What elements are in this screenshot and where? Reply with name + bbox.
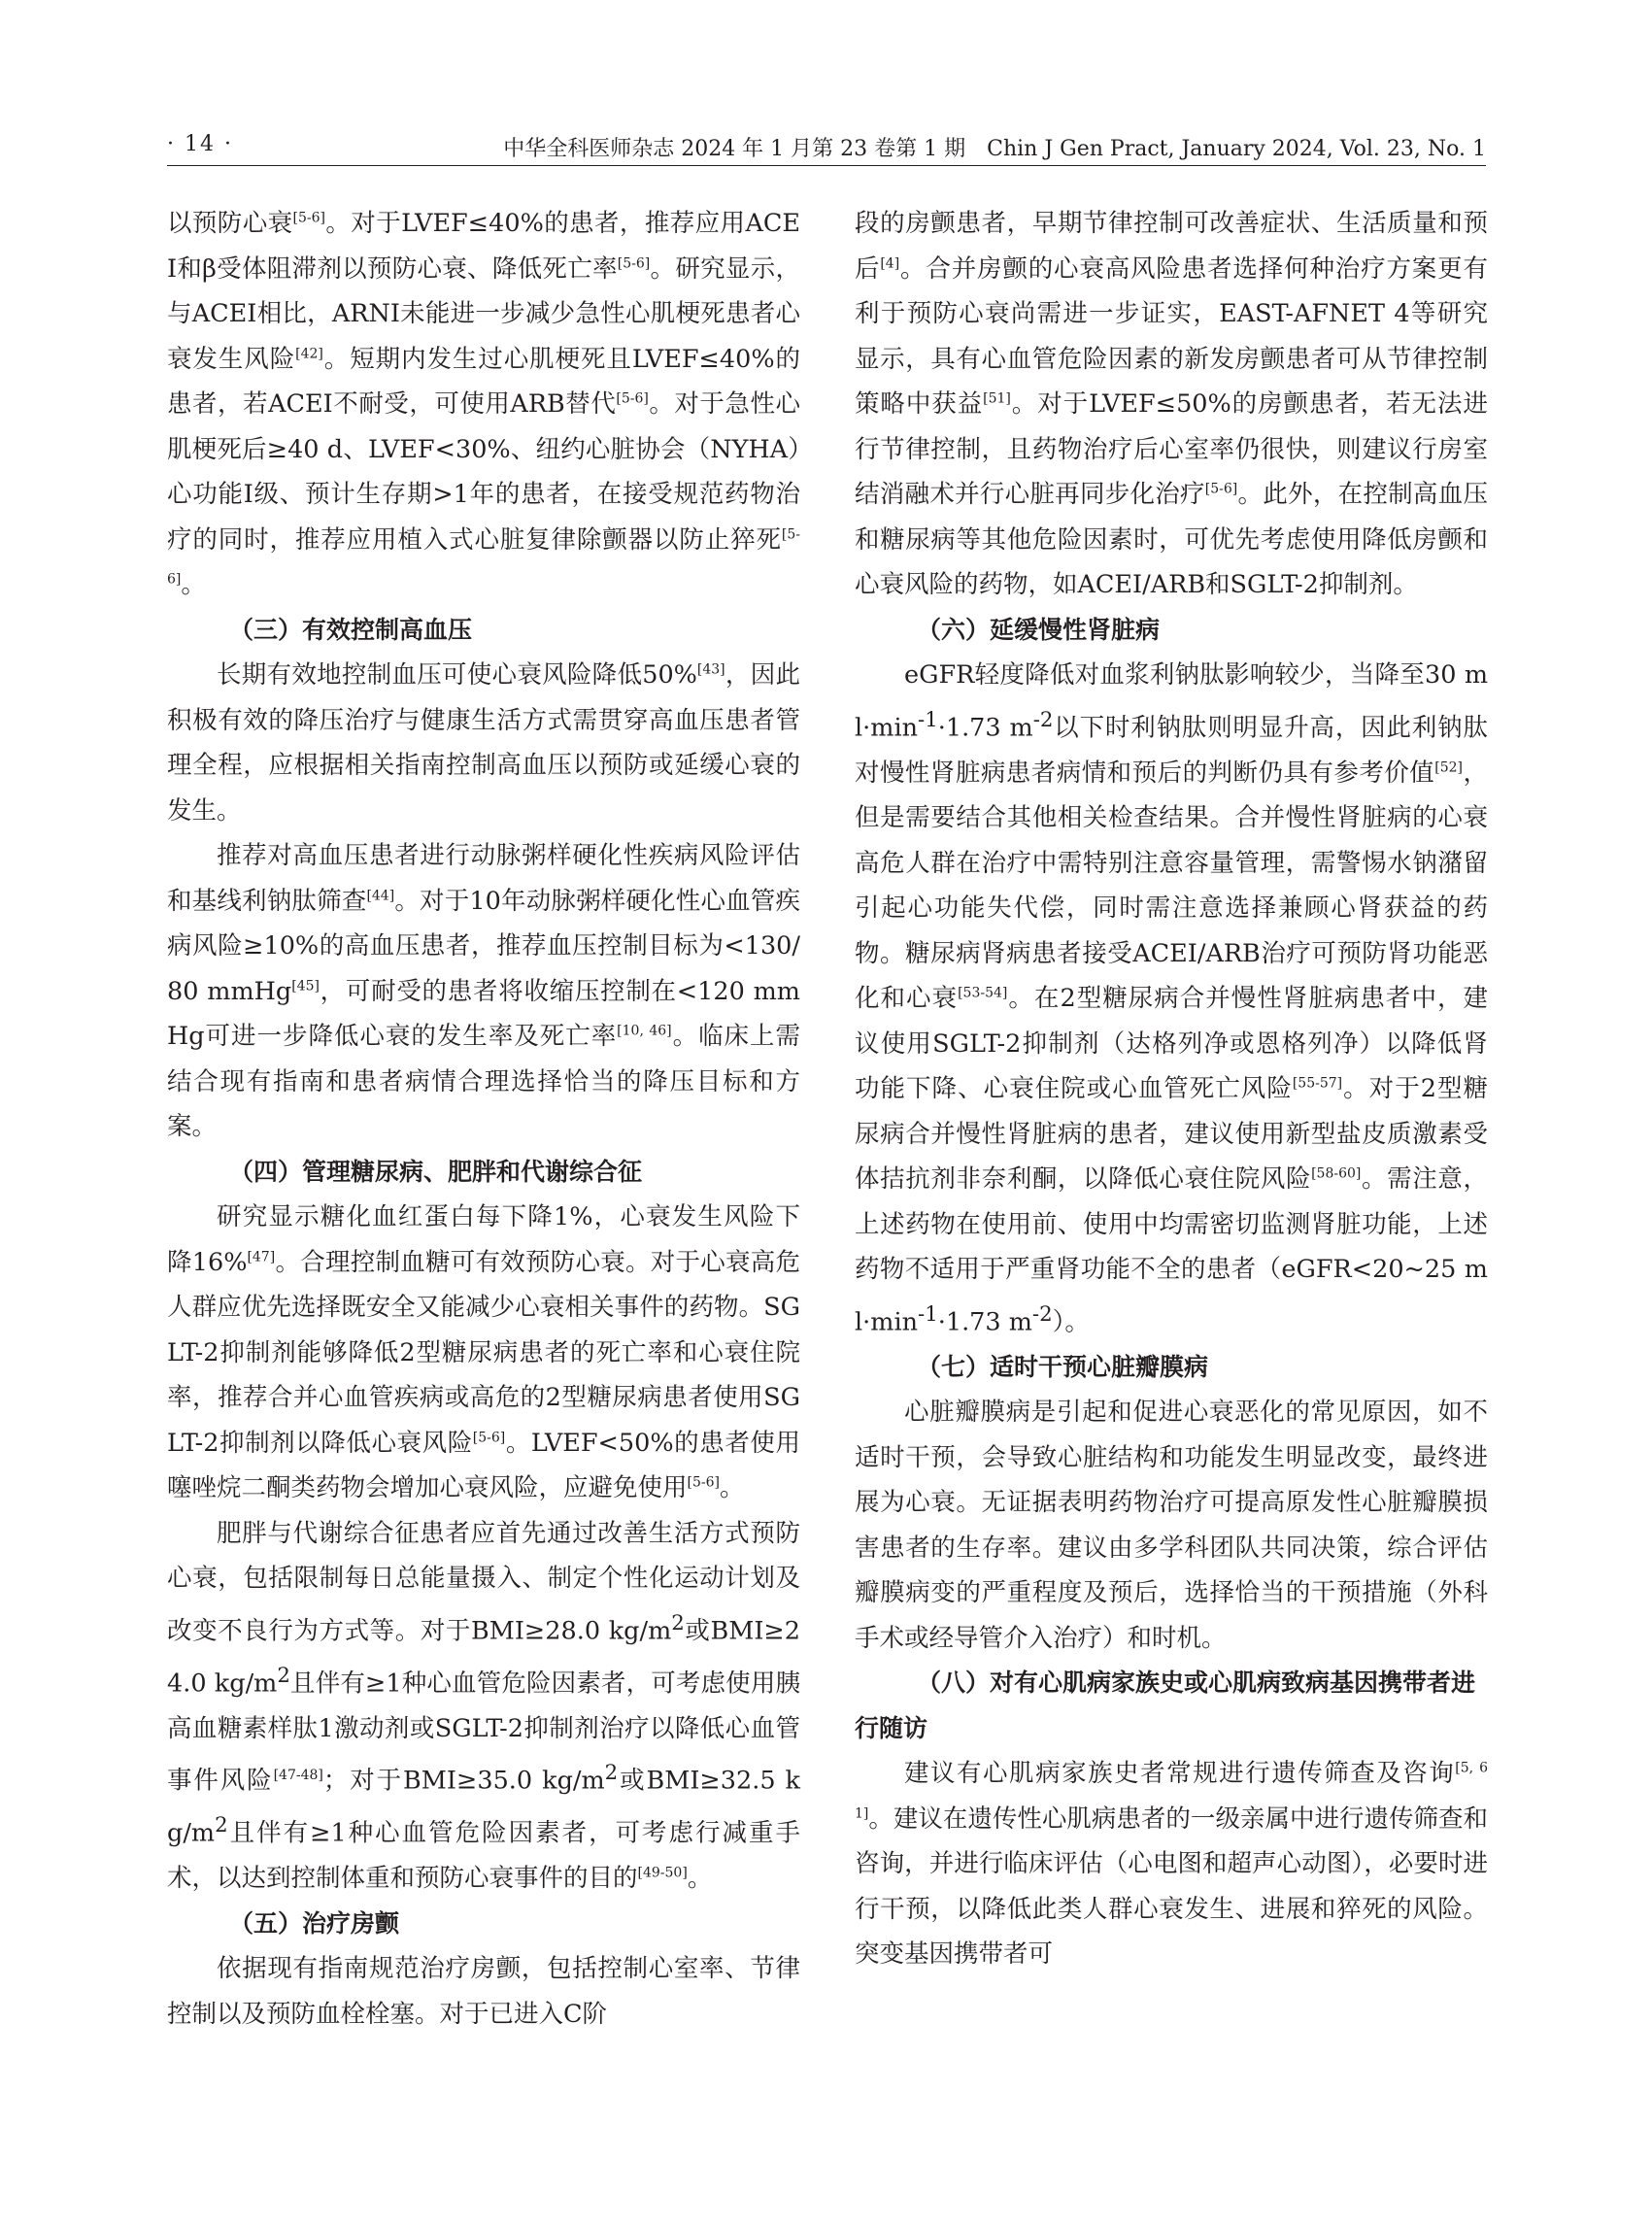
citation-ref: [5-6] [617, 255, 651, 271]
citation-ref: [44] [366, 888, 395, 903]
citation-ref: [5-6] [472, 1430, 506, 1445]
citation-ref: [4] [880, 255, 900, 271]
body-paragraph: 肥胖与代谢综合征患者应首先通过改善生活方式预防心衰，包括限制每日总能量摄入、制定个性化运动计划及改变不良行为方式等。对于BMI≥28.0 $kg/m^2$或BMI≥24.0 $kg/m^2$且伴有≥1种心血管危险因素者，可考虑使用胰高血糖素样肽1激动剂或SGLT-2抑制剂治疗以降低心血管事件风险[47-48]；对于BMI≥35.0 $kg/m^2$或BMI≥32.5 $kg/m^2$且伴有≥1种心血管危险因素者，可考虑行减重手术，以达到控制体重和预防心衰事件的目的[49-50]。 [167, 1518, 801, 1893]
citation-ref: [47] [247, 1249, 276, 1264]
section-heading: （六）延缓慢性肾脏病 [917, 615, 1161, 644]
body-paragraph: 长期有效地控制血压可使心衰风险降低50%[43]，因此积极有效的降压治疗与健康生活方式需贯穿高血压患者管理全程，应根据相关指南控制高血压以预防或延缓心衰的发生。 [167, 660, 800, 826]
left-column [167, 201, 800, 2037]
citation-ref: [45] [291, 978, 320, 994]
body-paragraph: 推荐对高血压患者进行动脉粥样硬化性疾病风险评估和基线利钠肽筛查[44]。对于10年动脉粥样硬化性心血管疾病风险≥10%的高血压患者，推荐血压控制目标为<130/80 mmHg[45]，可耐受的患者将收缩压控制在<120 mmHg可进一步降低心衰的发生率及死亡率[10, 46]。临床上需结合现有指南和患者病情合理选择恰当的降压目标和方案。 [167, 841, 800, 1141]
section-heading: （五）治疗房颤 [229, 1908, 400, 1938]
section-heading: （八）对有心肌病家族史或心肌病致病基因携带者进行随访 [855, 1669, 1476, 1742]
body-paragraph: 心脏瓣膜病是引起和促进心衰恶化的常见原因，如不适时干预，会导致心脏结构和功能发生明显改变，最终进展为心衰。无证据表明药物治疗可提高原发性心脏瓣膜损害患者的生存率。建议由多学科团队共同决策，综合评估瓣膜病变的严重程度及预后，选择恰当的干预措施（外科手术或经导管介入治疗）和时机。 [855, 1398, 1488, 1653]
citation-ref: [42] [295, 346, 323, 361]
citation-ref: [5-6] [1204, 481, 1238, 497]
citation-ref: [5-6] [167, 526, 800, 588]
citation-ref: [55-57] [1292, 1075, 1343, 1092]
header-rule [167, 165, 1486, 166]
citation-ref: [58-60] [1311, 1165, 1362, 1182]
right-column [855, 201, 1488, 1977]
citation-ref: [5, 61] [855, 1760, 1488, 1821]
citation-ref: [51] [983, 390, 1011, 407]
body-paragraph: 建议有心肌病家族史者常规进行遗传筛查及咨询[5, 61]。建议在遗传性心肌病患者的一级亲属中进行遗传筛查和咨询，并进行临床评估（心电图和超声心动图），必要时进行干预，以降低此类人群心衰发生、进展和猝死的风险。突变基因携带者可 [855, 1759, 1488, 1969]
citation-ref: [5-6] [292, 210, 325, 226]
section-heading: （三）有效控制高血压 [229, 615, 473, 644]
citation-ref: [53-54] [958, 985, 1008, 1001]
citation-ref: [5-6] [616, 390, 649, 407]
citation-ref: [10, 46] [617, 1023, 672, 1039]
citation-ref: [43] [696, 661, 725, 678]
page-number: · 14 · [167, 132, 233, 156]
body-paragraph: 以预防心衰[5-6]。对于LVEF≤40%的患者，推荐应用ACEI和β受体阻滞剂以预防心衰、降低死亡率[5-6]。研究显示，与ACEI相比，ARNI未能进一步减少急性心肌梗死患者心衰发生风险[42]。短期内发生过心肌梗死且LVEF≤40%的患者，若ACEI不耐受，可使用ARB替代[5-6]。对于急性心肌梗死后≥40 d、LVEF<30%、纽约心脏协会（NYHA）心功能Ⅰ级、预计生存期>1年的患者，在接受规范药物治疗的同时，推荐应用植入式心脏复律除颤器以防止猝死[5-6]。 [167, 209, 800, 599]
section-heading: （七）适时干预心脏瓣膜病 [917, 1352, 1209, 1381]
body-paragraph: eGFR轻度降低对血浆利钠肽影响较少，当降至30 $ml\cdot\min^{-1}\cdot 1.73$ $m^{-2}$以下时利钠肽则明显升高，因此利钠肽对慢性肾脏病患者病情和预后的判断仍具有参考价值[52]，但是需要结合其他相关检查结果。合并慢性肾脏病的心衰高危人群在治疗中需特别注意容量管理，需警惕水钠潴留引起心功能失代偿，同时需注意选择兼顾心肾获益的药物。糖尿病肾病患者接受ACEI/ARB治疗可预防肾功能恶化和心衰[53-54]。在2型糖尿病合并慢性肾脏病患者中，建议使用SGLT-2抑制剂（达格列净或恩格列净）以降低肾功能下降、心衰住院或心血管死亡风险[55-57]。对于2型糖尿病合并慢性肾脏病的患者，建议使用新型盐皮质激素受体拮抗剂非奈利酮，以降低心衰住院风险[58-60]。需注意，上述药物在使用前、使用中均需密切监测肾脏功能，上述药物不适用于严重肾功能不全的患者（eGFR<20~25 $ml\cdot\min^{-1}\cdot 1.73$ $m^{-2}$）。 [855, 660, 1488, 1336]
body-paragraph: 段的房颤患者，早期节律控制可改善症状、生活质量和预后[4]。合并房颤的心衰高风险患者选择何种治疗方案更有利于预防心衰尚需进一步证实，EAST-AFNET 4等研究显示，具有心血管危险因素的新发房颤患者可从节律控制策略中获益[51]。对于LVEF≤50%的房颤患者，若无法进行节律控制，且药物治疗后心室率仍很快，则建议行房室结消融术并行心脏再同步化治疗[5-6]。此外，在控制高血压和糖尿病等其他危险因素时，可优先考虑使用降低房颤和心衰风险的药物，如ACEI/ARB和SGLT-2抑制剂。 [855, 209, 1488, 599]
citation-ref: [47-48] [273, 1768, 323, 1783]
citation-ref: [49-50] [637, 1865, 688, 1881]
body-paragraph: 研究显示糖化血红蛋白每下降1%，心衰发生风险下降16%[47]。合理控制血糖可有效预防心衰。对于心衰高危人群应优先选择既安全又能减少心衰相关事件的药物。SGLT-2抑制剂能够降低2型糖尿病患者的死亡率和心衰住院率，推荐合并心血管疾病或高危的2型糖尿病患者使用SGLT-2抑制剂以降低心衰风险[5-6]。LVEF<50%的患者使用噻唑烷二酮类药物会增加心衰风险，应避免使用[5-6]。 [167, 1202, 800, 1502]
journal-citation: 中华全科医师杂志 2024 年 1 月第 23 卷第 1 期 Chin J Gen Pract, January 2024, Vol. 23, No. 1 [503, 137, 1486, 161]
citation-ref: [5-6] [687, 1474, 720, 1491]
section-heading: （四）管理糖尿病、肥胖和代谢综合征 [229, 1157, 643, 1186]
citation-ref: [52] [1434, 759, 1464, 775]
body-paragraph: 依据现有指南规范治疗房颤，包括控制心室率、节律控制以及预防血栓栓塞。对于已进入C阶 [167, 1954, 800, 2029]
running-header [167, 132, 1486, 163]
